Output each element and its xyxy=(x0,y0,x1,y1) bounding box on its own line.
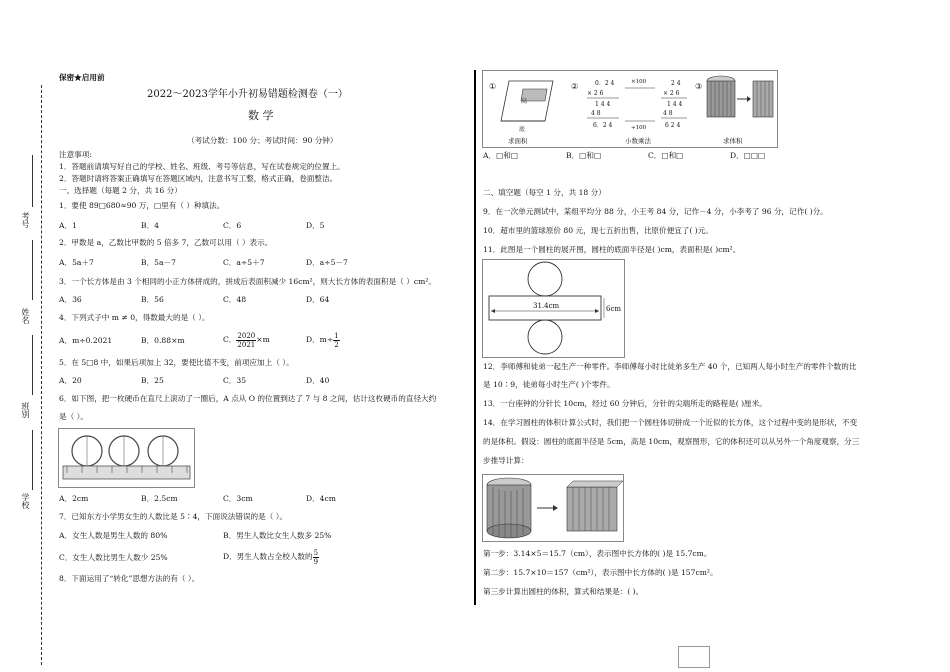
binding-dashed-line xyxy=(41,85,42,665)
option-b: B．男生人数比女生人数多 25% xyxy=(223,531,332,540)
option-b: B．25 xyxy=(141,376,164,385)
fig-num-2: ② xyxy=(571,82,579,91)
question-stem: 步推导计算： xyxy=(483,456,529,465)
option-d: D．40 xyxy=(306,376,330,385)
option-d: D．m÷ $\frac{1}{2}$ xyxy=(306,331,339,349)
net-height-label: 6cm xyxy=(606,305,622,313)
calc-line: 4 8 xyxy=(663,110,673,117)
calc-line: 6 2 4 xyxy=(665,122,681,129)
binding-bar xyxy=(32,430,33,490)
cylinder-net-drawing xyxy=(483,260,624,357)
times-100: ×100 xyxy=(631,79,647,85)
step-text: 第二步：15.7×10＝157（cm²），表示图中长方体的( )是 157cm²。 xyxy=(483,568,718,577)
cylinder-cut-figure xyxy=(482,474,624,542)
option-a: A．36 xyxy=(59,295,82,304)
step-text: 第三步计算出圆柱的体积，算式和结果是：( )。 xyxy=(483,587,644,596)
calc-line: 6．2 4 xyxy=(593,122,613,129)
option-d: D．a÷5－7 xyxy=(306,258,348,267)
section1-heading: 一、选择题（每题 2 分，共 16 分） xyxy=(59,186,182,195)
question-stem: 13．一台座钟的分针长 10cm，经过 60 分钟后，分针的尖端所走的路程是( )厘米。 xyxy=(483,399,767,408)
section2-heading: 二、填空题（每空 1 分，共 18 分） xyxy=(483,188,606,197)
question-stem: 1．要使 89□680≈90 万，□里有（ ）种填法。 xyxy=(59,201,225,210)
calc-line: 0．2 4 xyxy=(595,80,615,87)
note-item: 2．答题时请将答案正确填写在答题区域内，注意书写工整，格式正确，卷面整洁。 xyxy=(59,174,338,183)
page-title: 2022～2023学年小升初易错题检测卷（一） xyxy=(147,89,348,100)
conversion-drawing xyxy=(483,71,777,147)
column-divider xyxy=(474,70,476,605)
step-text: 第一步：3.14×5＝15.7（cm），表示图中长方体的( )是 15.7cm。 xyxy=(483,549,712,558)
question-stem: 4．下列式子中 m ≠ 0，得数最大的是（ ）。 xyxy=(59,313,210,322)
question-stem: 14．在学习圆柱的体积计算公式时，我们把一个圆柱体切拼成一个近似的长方体，这个过程中变的是形状，不变 xyxy=(483,418,858,427)
option-b: B．5a－7 xyxy=(141,258,176,267)
exam-info: （考试分数：100 分；考试时间：90 分钟） xyxy=(187,136,338,145)
question-stem: 的是体积。假设：圆柱的底面半径是 5cm，高是 10cm，观察图形，它的体积还可以从另外一个角度观察，分三 xyxy=(483,437,860,446)
question-stem: 是（ ）。 xyxy=(59,412,88,421)
question-stem: 5．在 5□8 中，如果后项加上 32，要使比值不变，前项应加上（ ）。 xyxy=(59,358,294,367)
caption-area: 求面积 xyxy=(508,137,528,145)
caption-multiply: 小数乘法 xyxy=(625,137,651,145)
question-stem: 7．已知东方小学男女生的人数比是 5∶4，下面说法错误的是（ ）。 xyxy=(59,512,288,521)
option-c: C．a÷5＋7 xyxy=(223,258,265,267)
question-stem: 是 10∶9，徒弟每小时生产( )个零件。 xyxy=(483,380,615,389)
option-c: C． $\frac{2020}{2021}$ ×m xyxy=(223,331,270,349)
option-c: C．女生人数比男生人数少 25% xyxy=(59,553,168,562)
calc-line: 1 4 4 xyxy=(595,101,611,108)
note-item: 1．答题前请填写好自己的学校、姓名、班级、考号等信息，写在试卷规定的位置上。 xyxy=(59,162,345,171)
binding-bar xyxy=(32,155,33,207)
option-c: C．6 xyxy=(223,221,242,230)
question-stem: 10．超市里的篮球原价 80 元，现七五折出售，比原价便宜了( )元。 xyxy=(483,226,713,235)
calc-line: 2 4 xyxy=(671,80,681,87)
option-d: D．5 xyxy=(306,221,325,230)
option-a: A．□和□ xyxy=(483,151,519,160)
option-a: A．m÷0.2021 xyxy=(59,336,113,345)
label-xingming: 姓名 xyxy=(21,308,30,324)
question-stem: 11．此图是一个圆柱的展开图，圆柱的底面半径是( )cm，表面积是( )cm²。 xyxy=(483,245,741,254)
secret-label: 保密★启用前 xyxy=(59,73,105,82)
option-c: C．35 xyxy=(223,376,247,385)
option-b: B．2.5cm xyxy=(141,494,178,503)
subject-title: 数 学 xyxy=(248,109,274,122)
label-banji: 班别 xyxy=(21,402,30,418)
binding-bar xyxy=(32,335,33,395)
div-100: ÷100 xyxy=(631,125,647,131)
page-number-box xyxy=(678,646,710,668)
calc-line: 4 8 xyxy=(591,110,601,117)
label-di: 底 xyxy=(519,126,526,133)
option-d: D．男生人数占全校人数的 $\frac{5}{9}$ xyxy=(223,548,319,566)
option-c: C．48 xyxy=(223,295,247,304)
calc-line: × 2 6 xyxy=(587,90,604,97)
option-a: A．20 xyxy=(59,376,82,385)
option-d: D．□□□ xyxy=(730,151,766,160)
cylinder-cut-drawing xyxy=(483,475,623,541)
label-kaohao: 考号 xyxy=(21,212,30,228)
coin-ruler-drawing xyxy=(59,429,194,487)
option-b: B．56 xyxy=(141,295,164,304)
notes-heading: 注意事项: xyxy=(59,150,92,159)
binding-bar xyxy=(32,240,33,300)
question-stem: 2．甲数是 a，乙数比甲数的 5 倍多 7，乙数可以用（ ）表示。 xyxy=(59,238,273,247)
calc-line: × 2 6 xyxy=(663,90,680,97)
fig-num-3: ③ xyxy=(695,82,703,91)
question-stem: 3．一个长方体是由 3 个相同的小正方体拼成的，拼成后表面积减少 16cm²，则大长方体的表面积是（ ）cm²。 xyxy=(59,277,436,286)
option-c: C．□和□ xyxy=(648,151,684,160)
question-stem: 6．如下图，把一枚硬币在直尺上滚动了一圈后，A 点从 O 的位置到达了 7 与 8 之间，估计这枚硬币的直径大约 xyxy=(59,394,437,403)
option-a: A．5a＋7 xyxy=(59,258,94,267)
option-b: B．0.88×m xyxy=(141,336,185,345)
fraction: $\frac{5}{9}$ xyxy=(313,548,319,566)
coin-ruler-figure xyxy=(58,428,195,488)
option-b: B．□和□ xyxy=(566,151,602,160)
option-c: C．3cm xyxy=(223,494,253,503)
fig-num-1: ① xyxy=(489,82,497,91)
fraction: $\frac{2020}{2021}$ xyxy=(237,331,256,349)
question-stem: 12．李师傅和徒弟一起生产一种零件。李师傅每小时比徒弟多生产 40 个，已知两人每小时生产的零件个数的比 xyxy=(483,362,857,371)
fraction: $\frac{1}{2}$ xyxy=(334,331,339,349)
option-a: A．1 xyxy=(59,221,77,230)
option-a: A．2cm xyxy=(59,494,89,503)
option-d: D．64 xyxy=(306,295,330,304)
question-stem: 8．下面运用了“转化”思想方法的有（ ）。 xyxy=(59,574,200,583)
option-a: A．女生人数是男生人数的 80% xyxy=(59,531,168,540)
question-stem: 9．在一次单元测试中，某组平均分 88 分，小王考 84 分，记作－4 分，小李考了 96 分，记作( )分。 xyxy=(483,207,828,216)
option-d: D．4cm xyxy=(306,494,336,503)
label-xuexiao: 学校 xyxy=(21,493,30,509)
caption-volume: 求体积 xyxy=(723,137,743,145)
option-b: B．4 xyxy=(141,221,160,230)
conversion-figure xyxy=(482,70,778,148)
net-length-label: 31.4cm xyxy=(533,302,560,310)
calc-line: 1 4 4 xyxy=(667,101,683,108)
label-gao: 高 xyxy=(521,98,528,105)
cylinder-net-figure xyxy=(482,259,625,358)
